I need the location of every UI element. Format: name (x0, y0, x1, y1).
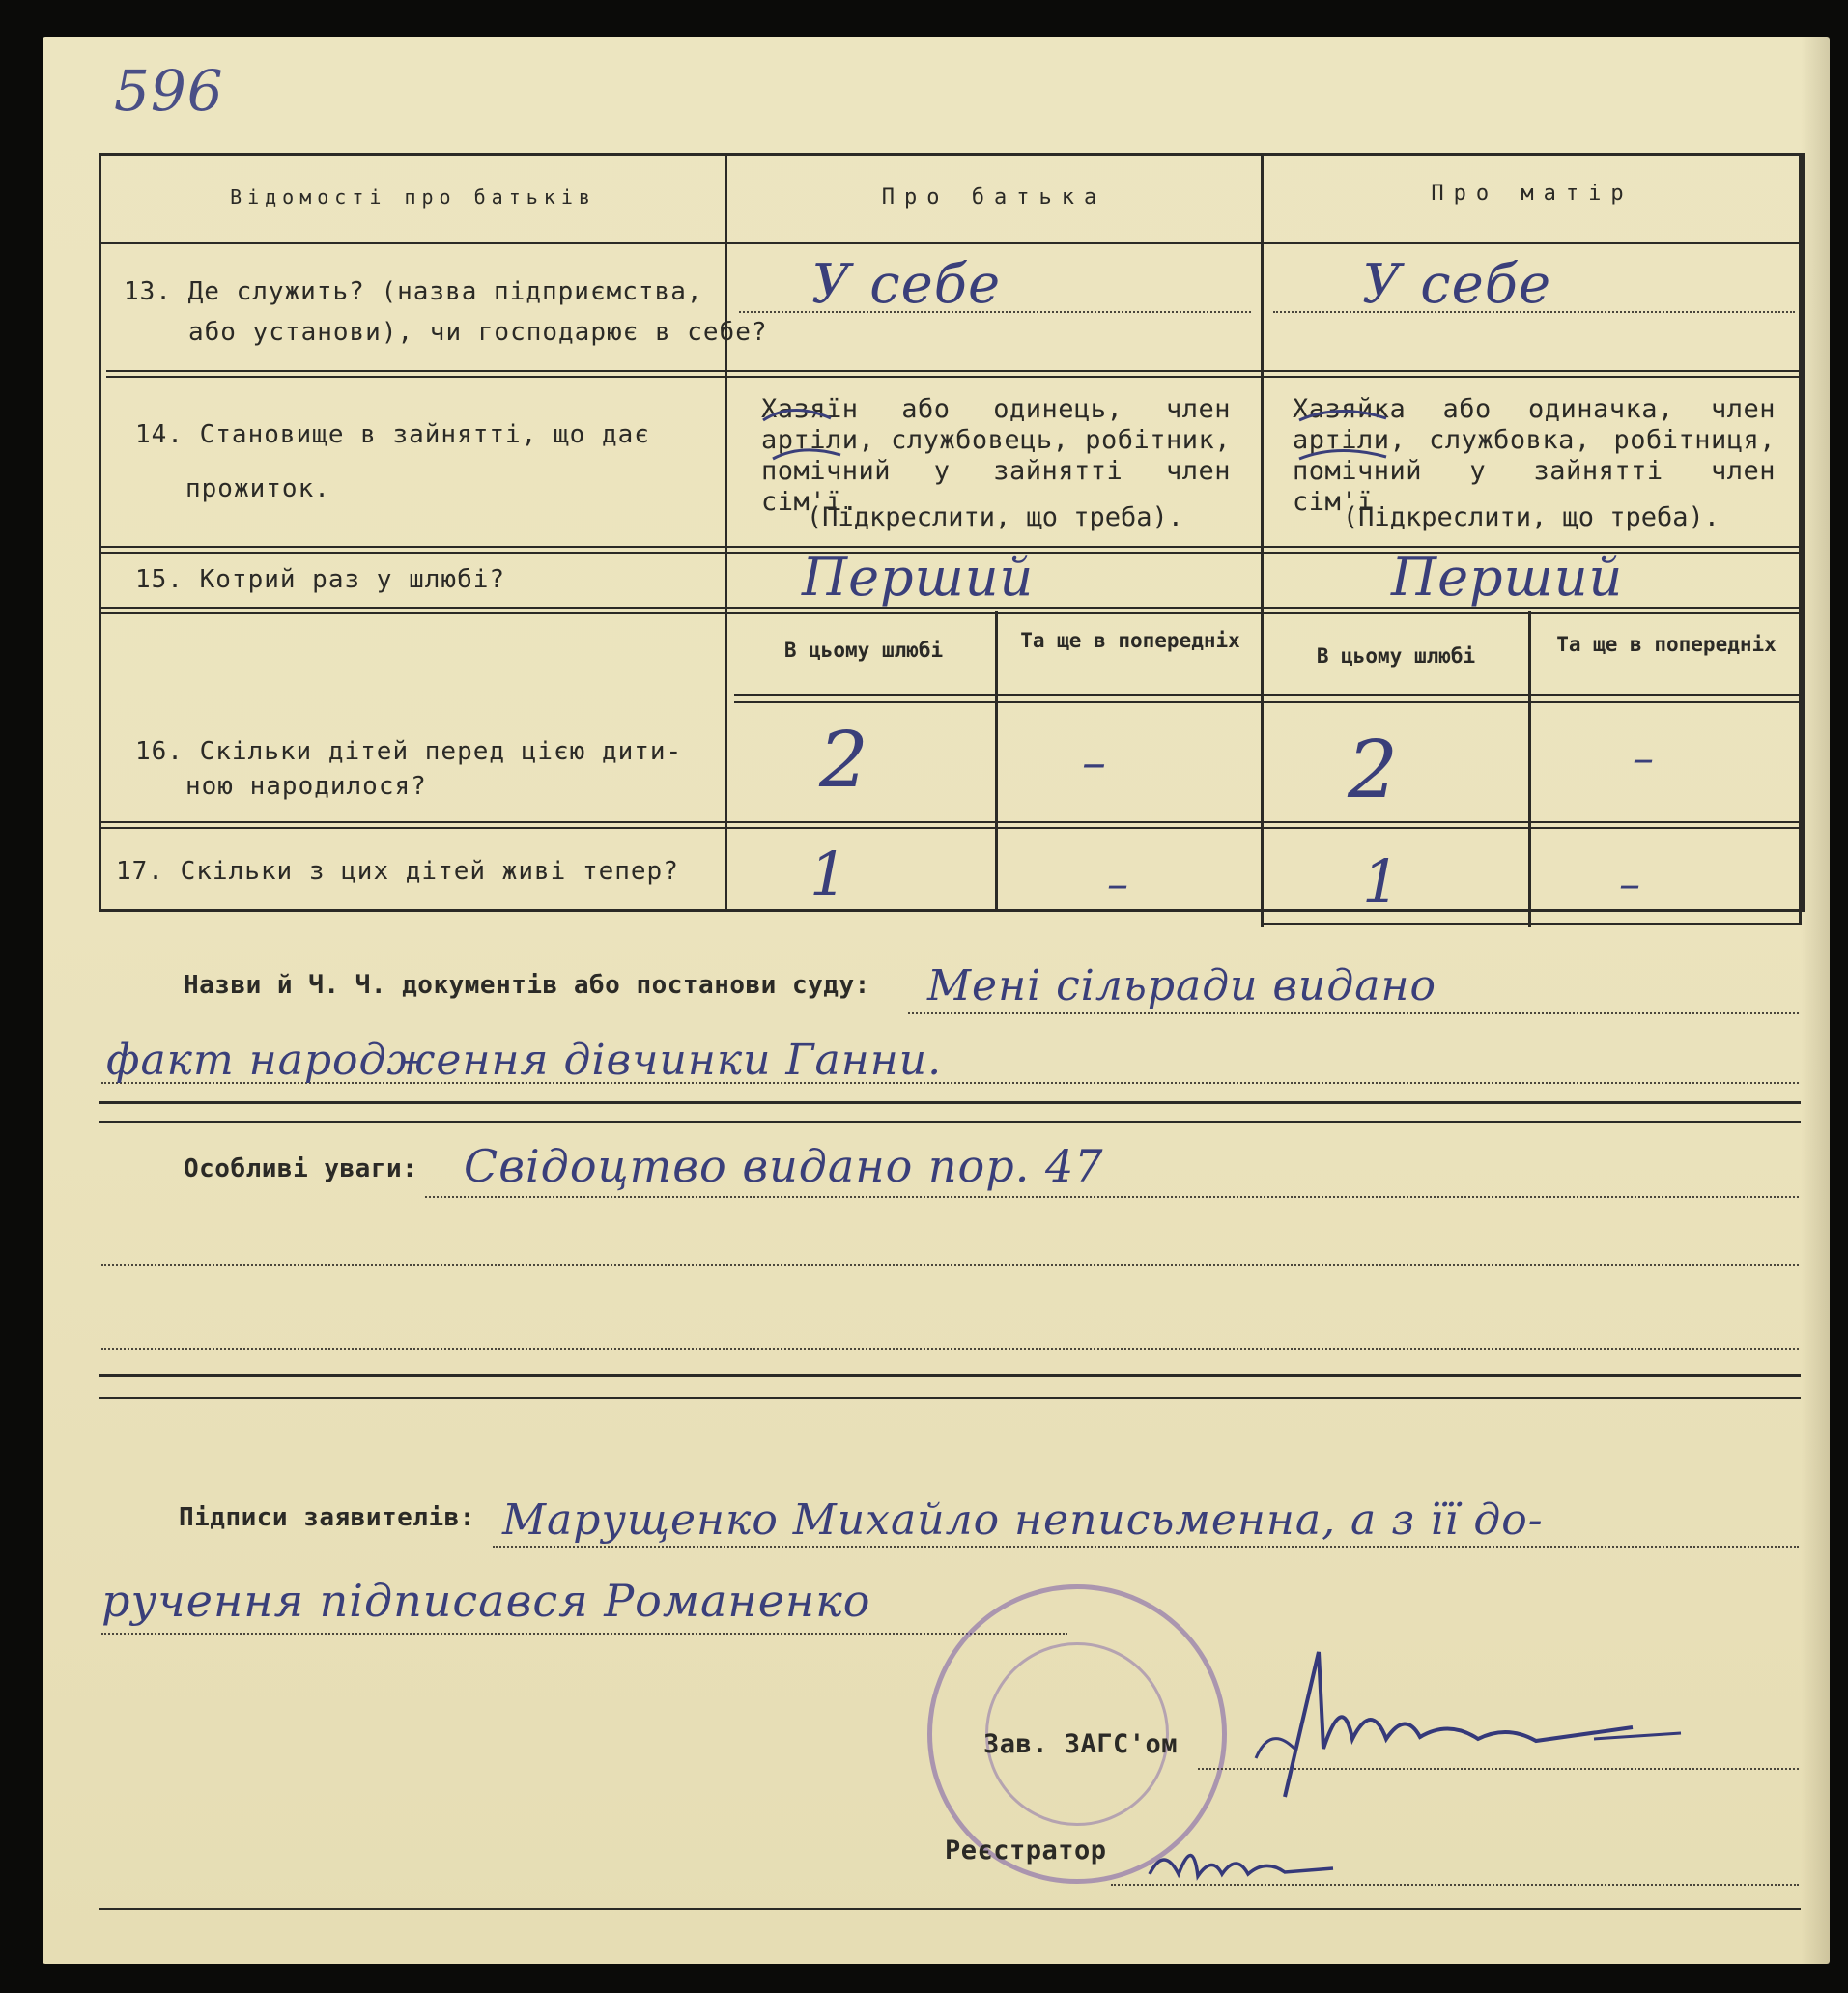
remarks-dotted-line-3 (101, 1348, 1799, 1350)
q17-mother-this: 1 (1362, 846, 1402, 917)
header-bottom-line (99, 242, 1805, 244)
father-previous-header: Та ще в попередніх (1020, 629, 1240, 652)
remarks-label: Особливі уваги: (184, 1154, 418, 1183)
q14-mother-underline-mark (1290, 382, 1415, 478)
signatures-dotted-line-2 (101, 1633, 1067, 1635)
q16-label-line1: 16. Скільки дітей перед цією дити- (135, 737, 683, 766)
documents-label: Назви й Ч. Ч. документів або постанови суду: (184, 971, 870, 1000)
signatures-dotted-line-1 (493, 1546, 1799, 1548)
q15-father-answer: Перший (802, 547, 1035, 608)
q13-label-line1: 13. Де служить? (назва підприємства, (124, 277, 703, 306)
q17-mother-prev: – (1619, 860, 1641, 909)
q14-father-underline-mark (753, 382, 869, 478)
q13-father-answer: У себе (811, 253, 1002, 316)
head-signature (1227, 1633, 1691, 1826)
row15-bottom-line-b (99, 612, 1805, 614)
registrar-label: Реєстратор (945, 1836, 1107, 1865)
documents-value-line2: факт народження дівчинки Ганни. (106, 1036, 943, 1085)
documents-separator (99, 1101, 1801, 1104)
right-border-ext (1799, 155, 1802, 925)
signatures-value-line1: Марущенко Михайло неписьменна, а з її до- (502, 1495, 1544, 1545)
documents-dotted-line-1 (908, 1012, 1799, 1014)
row16-bottom-line-b (99, 827, 1805, 829)
q16-father-this: 2 (819, 715, 869, 805)
q13-mother-answer: У себе (1362, 253, 1552, 316)
subheader-bottom-line-b (734, 701, 1799, 703)
row13-bottom-line-a (106, 370, 1799, 372)
col-divider-2 (1261, 155, 1264, 927)
q14-father-note: (Підкреслити, що треба). (806, 502, 1184, 532)
documents-separator-2 (99, 1121, 1801, 1123)
remarks-separator (99, 1374, 1801, 1377)
q14-mother-options: Хазяйка або одиначка, член артіли, службовка, робітниця, помічний у зайнятті член сім'ї (1293, 394, 1776, 517)
q14-label-line2: прожиток. (185, 474, 330, 503)
subheader-bottom-line-a (734, 694, 1799, 696)
q15-label: 15. Котрий раз у шлюбі? (135, 565, 506, 594)
q17-label: 17. Скільки з цих дітей живі тепер? (116, 857, 679, 886)
signatures-label: Підписи заявителів: (179, 1503, 475, 1532)
q16-mother-prev: – (1633, 734, 1655, 783)
header-father: Про батька (881, 185, 1107, 210)
bottom-line (99, 1908, 1801, 1910)
row16-bottom-line-a (99, 821, 1805, 823)
mother-this-marriage-header: В цьому шлюбі (1316, 644, 1476, 668)
q16-father-prev: – (1082, 734, 1107, 790)
q13-label-line2: або установи), чи господарює в себе? (188, 318, 768, 347)
col-divider-mother-sub (1528, 611, 1531, 927)
signatures-value-line2: ручення підписався Романенко (101, 1575, 871, 1627)
father-this-marriage-header: В цьому шлюбі (783, 639, 944, 662)
remarks-separator-2 (99, 1397, 1801, 1399)
row13-bottom-line-b (106, 376, 1799, 378)
remarks-value: Свідоцтво видано пор. 47 (464, 1140, 1104, 1192)
q14-father-options: Хазяїн або одинець, член артіли, службовець, робітник, помічний у зайнятті член сім'ї. (761, 394, 1231, 517)
mother-previous-header: Та ще в попередніх (1556, 633, 1777, 656)
documents-value-line1: Мені сільради видано (927, 961, 1436, 1011)
col-divider-father-sub (995, 611, 998, 912)
remarks-dotted-line-1 (425, 1196, 1799, 1198)
header-parents-info: Відомості про батьків (230, 185, 596, 209)
q15-mother-answer: Перший (1391, 547, 1624, 608)
mother-extension-bottom (1261, 923, 1802, 925)
col-divider-1 (725, 155, 727, 910)
page-edge-shadow (1801, 37, 1830, 1964)
q16-label-line2: ною народилося? (185, 772, 427, 801)
q16-mother-this: 2 (1348, 725, 1400, 816)
q17-father-prev: – (1107, 860, 1129, 909)
registrar-signature (1140, 1816, 1352, 1893)
q17-father-this: 1 (810, 839, 849, 909)
header-mother: Про матір (1431, 182, 1634, 206)
q14-label-line1: 14. Становище в зайнятті, що дає (135, 420, 650, 449)
remarks-dotted-line-2 (101, 1264, 1799, 1266)
page-number: 596 (114, 58, 224, 124)
q14-mother-note: (Підкреслити, що треба). (1342, 502, 1720, 532)
head-of-registry-label: Зав. ЗАГС'ом (983, 1729, 1179, 1759)
